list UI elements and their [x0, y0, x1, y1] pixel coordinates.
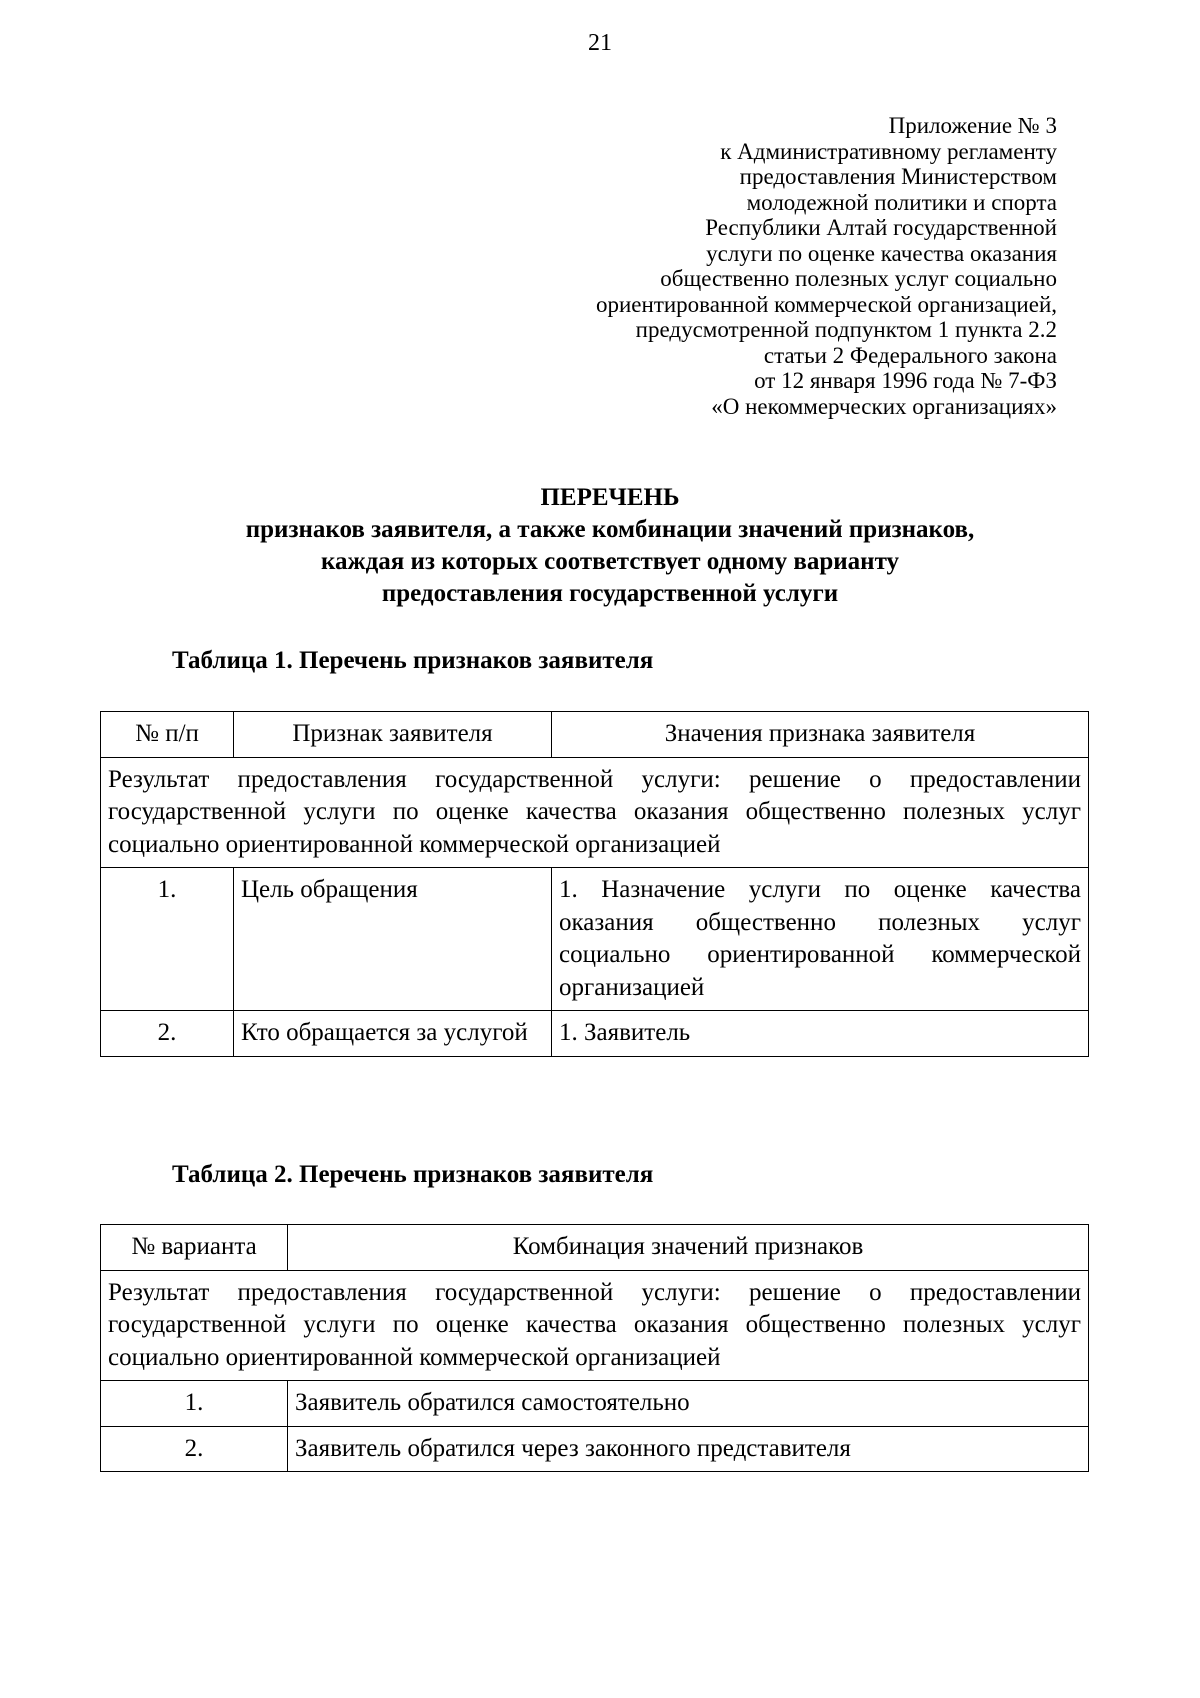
row-number: 1.: [101, 1381, 288, 1427]
row-value: 1. Заявитель: [552, 1011, 1089, 1057]
header-cell-values: Значения признака заявителя: [552, 712, 1089, 758]
result-cell: Результат предоставления государственной услуги: решение о предоставлении государственной услуги по оценке качества оказания общественно полезных услуг социально ориентированной коммерческой организацией: [101, 757, 1089, 868]
table-header-row: [101, 712, 1089, 758]
row-number: 2.: [101, 1011, 234, 1057]
title-line: предоставления государственной услуги: [381, 580, 839, 607]
appendix-line: предоставления Министерством: [739, 164, 1057, 189]
appendix-line: Республики Алтай государственной: [705, 215, 1057, 240]
title-line: признаков заявителя, а также комбинации значений признаков,: [245, 516, 975, 543]
table-row: [101, 1426, 1089, 1472]
header-cell-number: № п/п: [101, 712, 234, 758]
row-number: 2.: [101, 1426, 288, 1472]
appendix-line: услуги по оценке качества оказания: [706, 240, 1057, 266]
row-number: 1.: [101, 868, 234, 1011]
document-title: [130, 482, 1090, 610]
result-row: [101, 1270, 1089, 1381]
row-value: 1. Назначение услуги по оценке качества оказания общественно полезных услуг социально ориентированной коммерческой организацией: [552, 868, 1089, 1011]
appendix-header: [596, 113, 1057, 419]
page-number: 21: [588, 30, 612, 56]
appendix-line: молодежной политики и спорта: [746, 189, 1057, 215]
appendix-line: статьи 2 Федерального закона: [763, 342, 1057, 368]
title-heading: ПЕРЕЧЕНЬ: [540, 484, 680, 511]
appendix-line: предусмотренной подпунктом 1 пункта 2.2: [635, 317, 1057, 342]
table2: [100, 1224, 1089, 1472]
result-row: [101, 757, 1089, 868]
appendix-line: ориентированной коммерческой организацией,: [596, 291, 1057, 317]
table-row: [101, 1381, 1089, 1427]
title-line: каждая из которых соответствует одному варианту: [320, 548, 900, 575]
header-cell-variant: № варианта: [101, 1225, 288, 1271]
row-attribute: Цель обращения: [234, 868, 552, 1011]
appendix-line: общественно полезных услуг социально: [660, 266, 1057, 291]
result-cell: Результат предоставления государственной услуги: решение о предоставлении государственной услуги по оценке качества оказания общественно полезных услуг социально ориентированной коммерческой организацией: [101, 1270, 1089, 1381]
table1-caption: Таблица 1. Перечень признаков заявителя: [172, 647, 654, 674]
appendix-line: «О некоммерческих организациях»: [711, 393, 1057, 419]
row-attribute: Кто обращается за услугой: [234, 1011, 552, 1057]
table-row: [101, 868, 1089, 1011]
row-combination: Заявитель обратился через законного представителя: [288, 1426, 1089, 1472]
appendix-line: Приложение № 3: [888, 113, 1057, 138]
appendix-line: от 12 января 1996 года № 7-ФЗ: [754, 368, 1057, 393]
row-combination: Заявитель обратился самостоятельно: [288, 1381, 1089, 1427]
table-header-row: [101, 1225, 1089, 1271]
header-cell-attribute: Признак заявителя: [234, 712, 552, 758]
header-cell-combination: Комбинация значений признаков: [288, 1225, 1089, 1271]
table2-caption: Таблица 2. Перечень признаков заявителя: [172, 1161, 654, 1188]
table-row: [101, 1011, 1089, 1057]
table1: [100, 711, 1089, 1057]
appendix-line: к Административному регламенту: [720, 138, 1057, 164]
